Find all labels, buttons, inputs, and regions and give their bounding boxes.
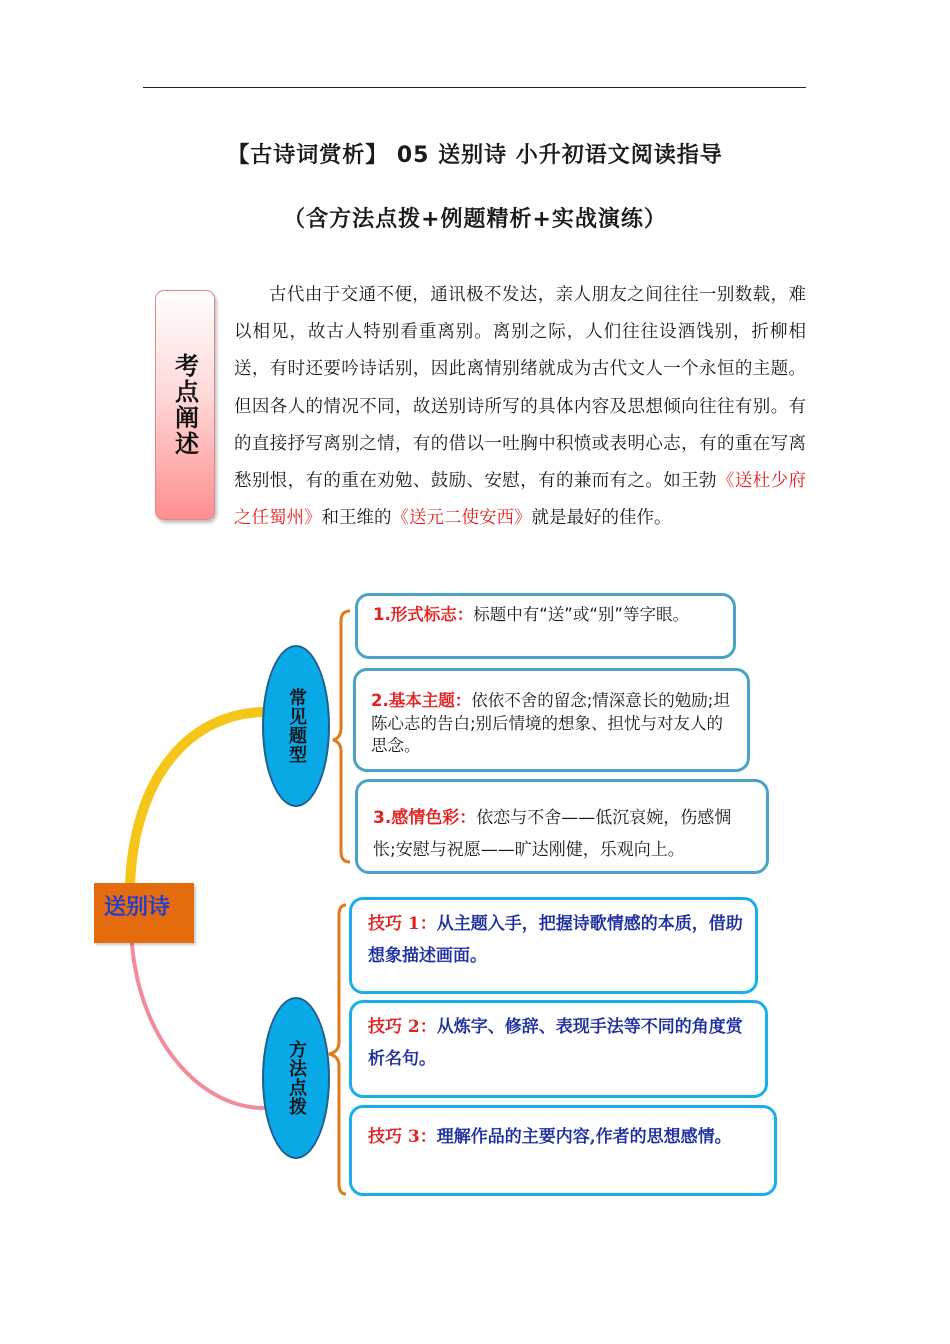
branch-node-label: 常见题型 — [286, 688, 307, 764]
intro-text-before: 古代由于交通不便，通讯极不发达，亲人朋友之间往往一别数载，难以相见，故古人特别看重离别。离别之际，人们往往设酒饯别，折柳相送，有时还要吟诗话别，因此离情别绪就成为古代文人一个永恒的主题。但因各人的情况不同，故送别诗所写的具体内容及思想倾向往往有别。有的直接抒写离别之情，有的借以一吐胸中积愤或表明心志，有的重在写离愁别恨，有的重在劝勉、鼓励、安慰，有的兼而有之。如王勃 — [234, 285, 806, 492]
type-text: 依恋与不舍——低沉哀婉，伤感惆怅;安慰与祝愿——旷达刚健，乐观向上。 — [373, 808, 732, 860]
tip-text: 从主题入手，把握诗歌情感的本质，借助想象描述画面。 — [368, 914, 743, 966]
bracket-upper — [333, 611, 350, 862]
poem-title-1: 《送杜少府之任蜀州》 — [234, 471, 807, 529]
type-box-emotion — [355, 779, 769, 874]
tip-label: 技巧 3： — [368, 1127, 437, 1147]
intro-text-after: 就是最好的佳作。 — [531, 508, 672, 529]
tip-text: 理解作品的主要内容,作者的思想感情。 — [436, 1127, 732, 1147]
tip-box-2 — [349, 1000, 768, 1098]
tip-label: 技巧 1： — [368, 914, 437, 934]
type-text: 依依不舍的留念;情深意长的勉励;坦陈心志的告白;别后情境的想象、担忧与对友人的思念。 — [371, 691, 730, 755]
page-subtitle: （含方法点拨+例题精析+实战演练） — [283, 207, 667, 232]
type-label: 3.感情色彩： — [373, 808, 477, 828]
intro-text-middle: 和王维的 — [321, 508, 392, 529]
tip-label: 技巧 2： — [368, 1017, 437, 1037]
type-box-basic-theme — [353, 668, 750, 772]
page-title: 【古诗词赏析】 05 送别诗 小升初语文阅读指导 — [227, 143, 723, 168]
mindmap-root — [94, 883, 194, 943]
branch-curve-upper — [130, 712, 266, 884]
tip-box-1 — [349, 897, 758, 994]
branch-node-question-types — [262, 645, 330, 807]
mindmap-root-label: 送别诗 — [104, 895, 171, 920]
bracket-lower — [329, 905, 346, 1194]
tip-text: 从炼字、修辞、表现手法等不同的角度赏析名句。 — [368, 1017, 743, 1069]
type-box-form-marker — [355, 593, 736, 659]
poem-title-2: 《送元二使安西》 — [391, 508, 532, 529]
branch-curve-lower — [132, 944, 264, 1108]
tip-box-3 — [349, 1105, 777, 1196]
type-label: 2.基本主题： — [371, 691, 472, 710]
type-label: 1.形式标志： — [373, 605, 474, 624]
branch-node-method-tips — [262, 997, 330, 1159]
section-tag-label: 考点阐述 — [170, 353, 199, 457]
type-text: 标题中有“送”或“别”等字眼。 — [473, 605, 689, 624]
branch-node-label: 方法点拨 — [286, 1040, 307, 1116]
